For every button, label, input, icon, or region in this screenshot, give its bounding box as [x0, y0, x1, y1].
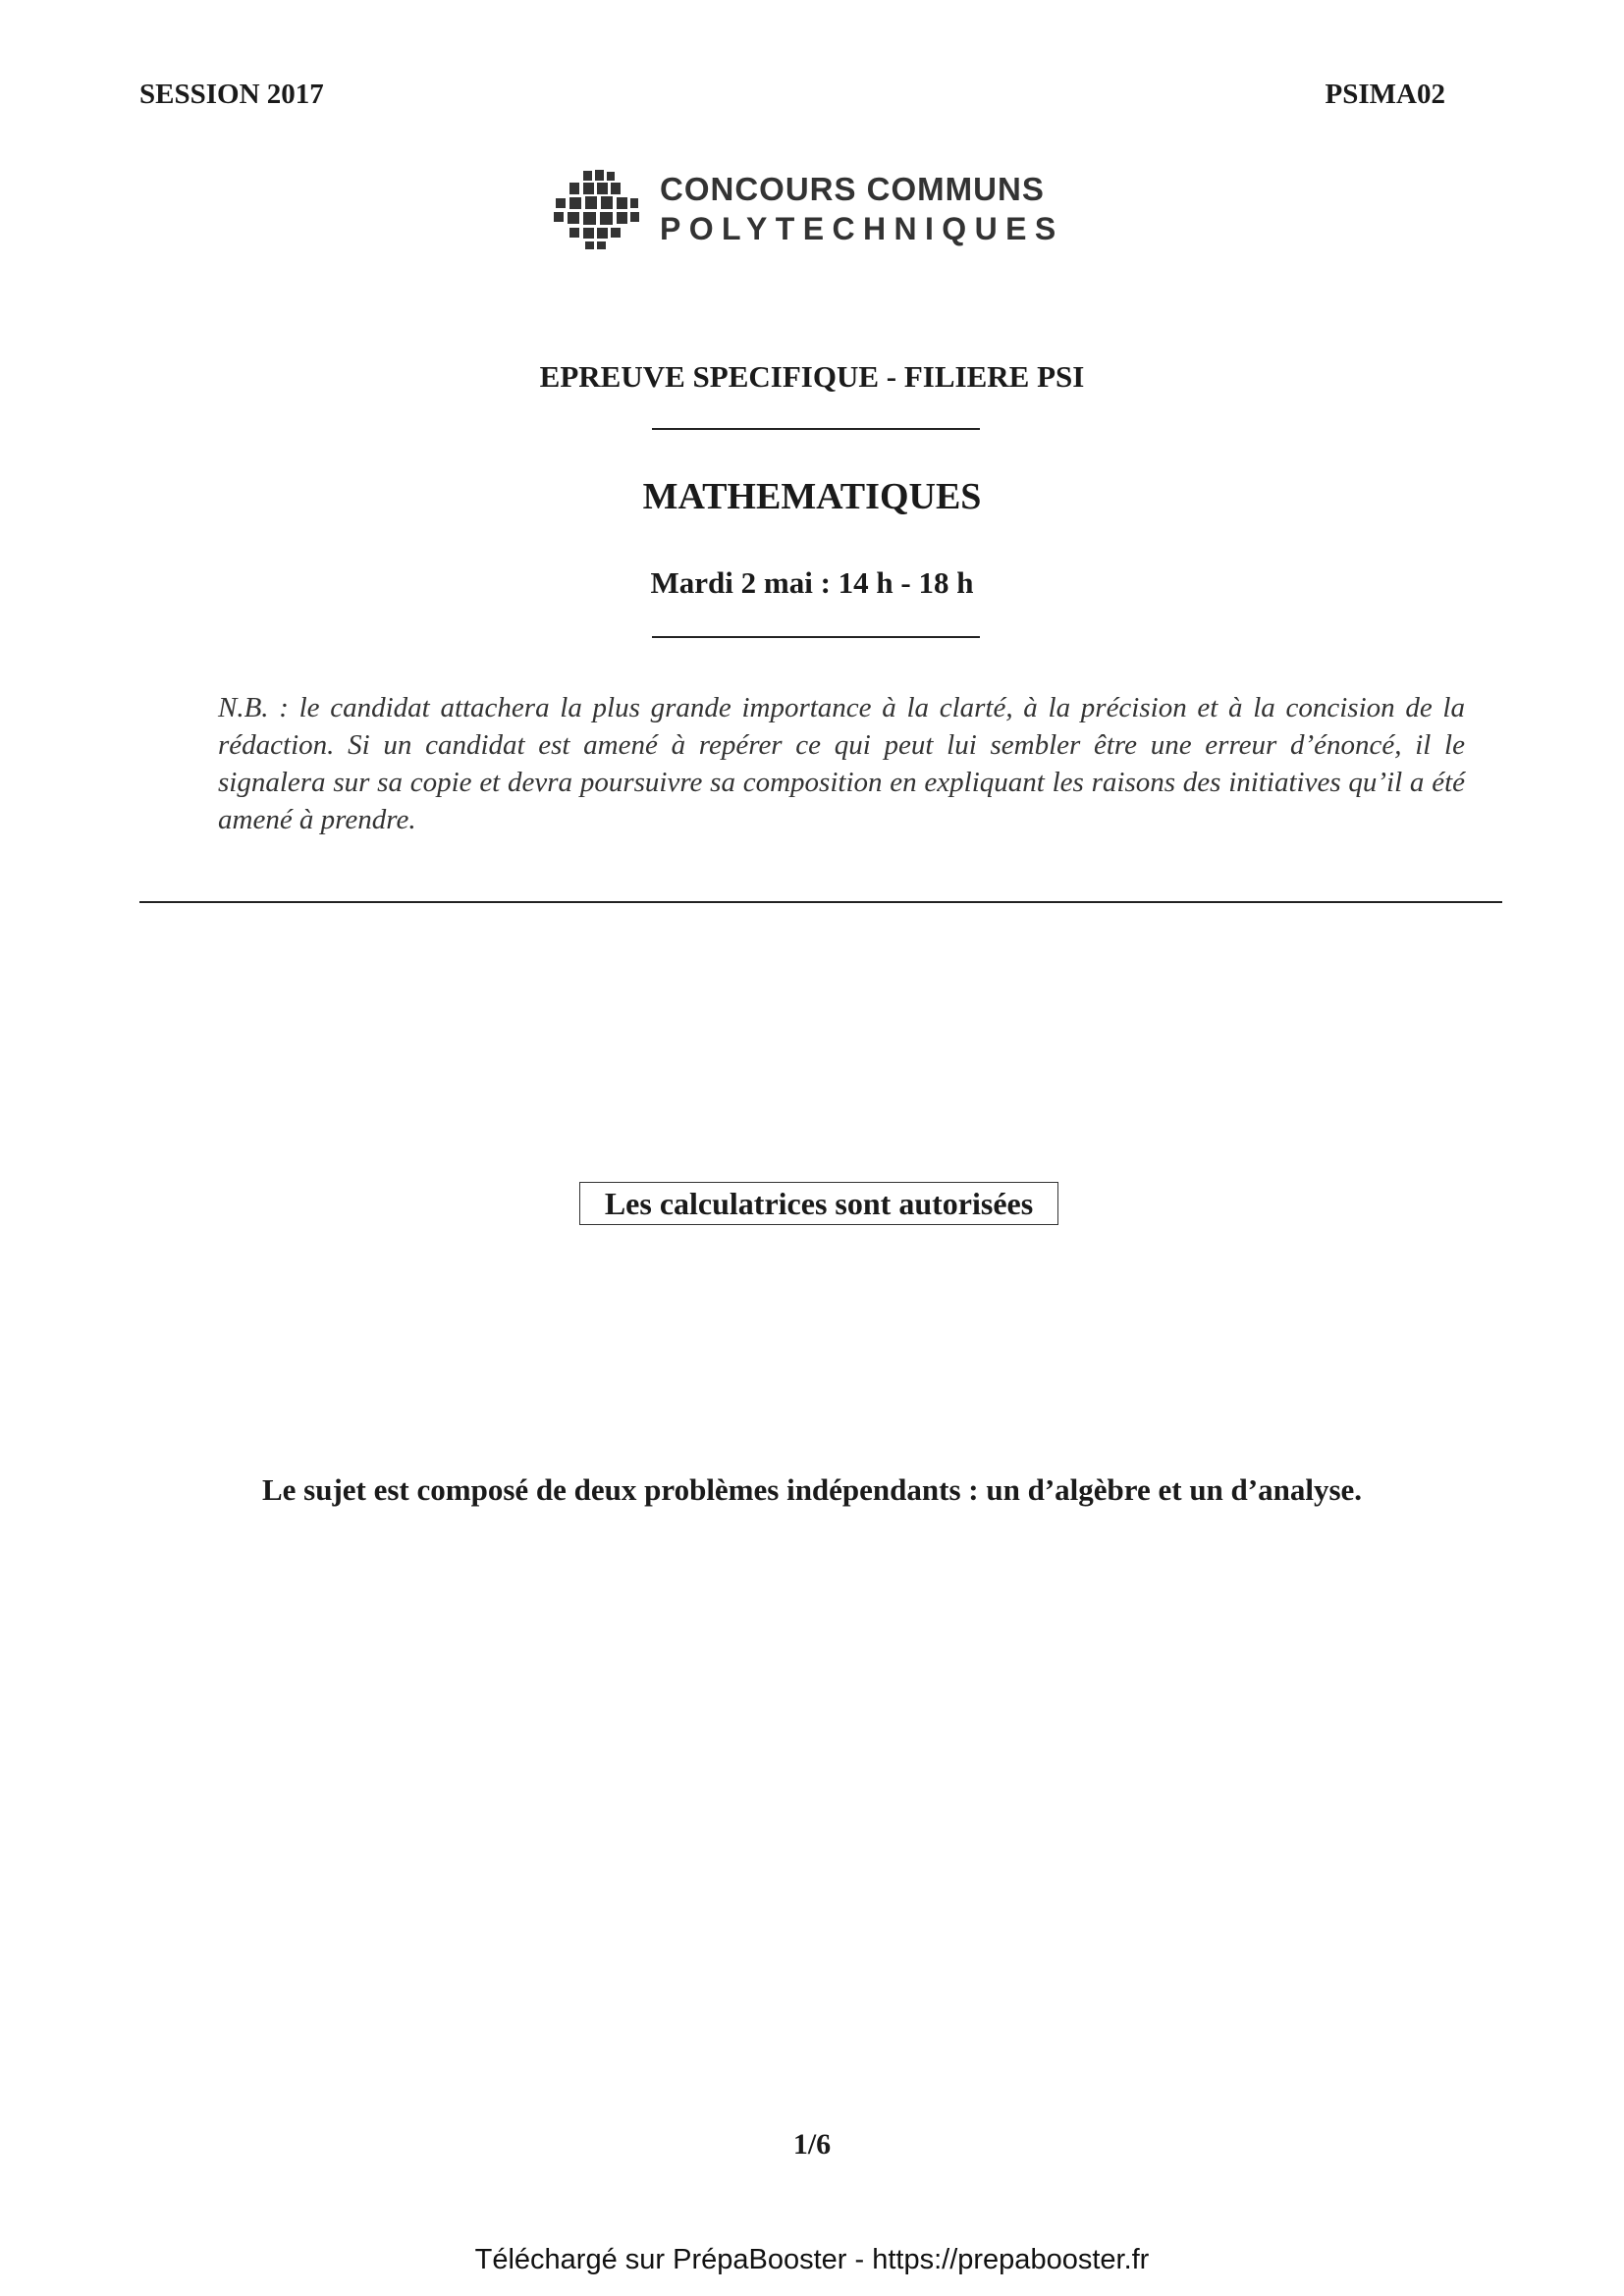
- title-underline: [652, 428, 980, 430]
- logo-line-1: CONCOURS COMMUNS: [660, 171, 1045, 207]
- epreuve-title: EPREUVE SPECIFIQUE - FILIERE PSI: [539, 359, 1085, 394]
- exam-code: PSIMA02: [1325, 79, 1445, 110]
- globe-grid-icon: [550, 169, 644, 251]
- download-footer: Téléchargé sur PrépaBooster - https://prepabooster.fr: [474, 2244, 1150, 2275]
- logo-line-2: POLYTECHNIQUES: [660, 211, 1064, 246]
- exam-date: Mardi 2 mai : 14 h - 18 h: [650, 565, 974, 600]
- page-number: 1/6: [792, 2128, 832, 2161]
- subject-title: MATHEMATIQUES: [642, 476, 982, 517]
- ccp-logo: [550, 169, 1080, 251]
- subject-description: Le sujet est composé de deux problèmes indépendants : un d’algèbre et un d’analyse.: [261, 1472, 1363, 1507]
- section-divider: [139, 901, 1502, 903]
- date-underline: [652, 636, 980, 638]
- calculators-notice: Les calculatrices sont autorisées: [579, 1182, 1058, 1225]
- session-label: SESSION 2017: [139, 79, 324, 110]
- nb-notice: N.B. : le candidat attachera la plus grande importance à la clarté, à la précision et à la concision de la rédaction. Si un candidat est amené à repérer ce qui peut lui sembler être une erreur d’énoncé, il le signalera sur sa copie et devra poursuivre sa composition en expliquant les raisons des initiatives qu’il a été amené à prendre.: [218, 692, 1465, 835]
